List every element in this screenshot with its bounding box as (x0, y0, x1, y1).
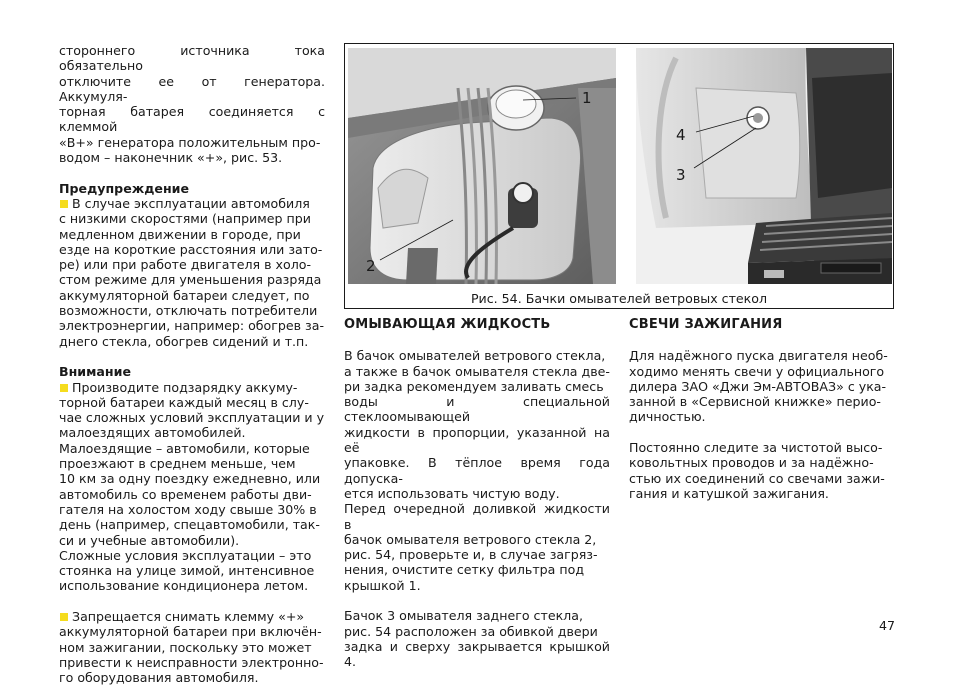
ban-paragraph (59, 609, 325, 685)
text-line: Бачок 3 омывателя заднего стекла, (344, 608, 583, 624)
text-line: задка и сверху закрывается крышкой 4. (344, 638, 610, 670)
text-line: чае сложных условий эксплуатации и у (59, 410, 325, 426)
text-line: проезжают в среднем меньше, чем (59, 456, 296, 472)
text-line: аккумуляторной батареи следует, по (59, 287, 310, 303)
callout-3: 3 (676, 166, 686, 184)
callout-1: 1 (582, 89, 592, 107)
text-line: В бачок омывателей ветрового стекла, (344, 348, 606, 364)
warning-heading: Предупреждение (59, 180, 190, 196)
text-line: с низкими скоростями (например при (59, 211, 311, 227)
text-line: отключите ее от генератора. Аккумуля- (59, 73, 325, 104)
text-line: Постоянно следите за чистотой высо- (629, 440, 883, 456)
attention-heading: Внимание (59, 364, 131, 380)
text-line: дилера ЗАО «Джи Эм-АВТОВАЗ» с ука- (629, 378, 887, 394)
figure-caption: Рис. 54. Бачки омывателей ветровых стекол (470, 291, 768, 306)
text-line: ковольтных проводов и за надёжно- (629, 455, 874, 471)
text-line: стом режиме для уменьшения разряда (59, 272, 322, 288)
text-line: нения, очистите сетку фильтра под (344, 562, 585, 578)
text-line: ри задка рекомендуем заливать смесь (344, 378, 604, 394)
text-line: занной в «Сервисной книжке» перио- (629, 394, 881, 410)
text-line: Для надёжного пуска двигателя необ- (629, 348, 888, 364)
text-line: автомобиль со временем работы дви- (59, 486, 312, 502)
text-line: езде на короткие расстояния или зато- (59, 241, 323, 257)
bullet-square-icon (60, 613, 68, 621)
washer-fluid-paragraph-2 (344, 608, 610, 669)
warning-paragraph (59, 196, 325, 349)
text-line: гания и катушкой зажигания. (629, 485, 829, 501)
text-line: рис. 54, проверьте и, в случае загряз- (344, 547, 598, 563)
rear-door-reservoir-photo (636, 48, 892, 284)
text-line: ется использовать чистую воду. (344, 485, 560, 501)
text-line: стью их соединений со свечами зажи- (629, 470, 885, 486)
text-line: день (например, спецавтомобили, так- (59, 517, 320, 533)
text-line: «В+» генератора положительным про- (59, 134, 321, 150)
text-line: Малоездящие – автомобили, которые (59, 440, 310, 456)
bullet-square-icon (60, 200, 68, 208)
callout-4: 4 (676, 126, 686, 144)
text-line: рис. 54 расположен за обивкой двери (344, 623, 598, 639)
text-line: жидкости в пропорции, указанной на её (344, 424, 610, 456)
text-line: ре) или при работе двигателя в холо- (59, 257, 312, 273)
text-line: торной батареи каждый месяц в слу- (59, 394, 309, 410)
text-line: Перед очередной доливкой жидкости в (344, 501, 610, 532)
text-line: Производите подзарядку аккуму- (72, 379, 298, 395)
text-line: электроэнергии, например: обогрев за- (59, 318, 325, 334)
text-line: медленном движении в городе, при (59, 226, 301, 242)
attention-paragraph (59, 380, 325, 594)
washer-fluid-paragraph-1 (344, 348, 610, 593)
text-line: возможности, отключать потребители (59, 303, 318, 319)
text-line: водом – наконечник «+», рис. 53. (59, 150, 283, 166)
text-line: стороннего источника тока обязательно (59, 43, 325, 74)
right-column (629, 317, 895, 501)
washer-reservoir-photo (348, 48, 616, 284)
text-line: стоянка на улице зимой, интенсивное (59, 563, 315, 579)
text-line: а также в бачок омывателя стекла две- (344, 363, 610, 379)
text-line: привести к неисправности электронно- (59, 654, 324, 670)
text-line: си и учебные автомобили). (59, 532, 240, 548)
text-line: использование кондиционера летом. (59, 578, 309, 594)
text-line: ном зажигании, поскольку это может (59, 639, 312, 655)
text-line: дичностью. (629, 409, 706, 425)
text-line: воды и специальной стеклоомывающей (344, 394, 610, 425)
spark-plugs-heading: СВЕЧИ ЗАЖИГАНИЯ (629, 317, 783, 332)
page-number: 47 (879, 618, 896, 633)
left-column (59, 43, 325, 685)
text-line: Запрещается снимать клемму «+» (72, 608, 305, 624)
text-line: бачок омывателя ветрового стекла 2, (344, 531, 597, 547)
text-line: упаковке. В тёплое время года допуска- (344, 455, 610, 486)
spark-plugs-paragraph-2 (629, 440, 895, 501)
text-line: Сложные условия эксплуатации – это (59, 547, 312, 563)
bullet-square-icon (60, 384, 68, 392)
text-line: го оборудования автомобиля. (59, 670, 259, 685)
text-line: В случае эксплуатации автомобиля (72, 195, 310, 211)
text-line: днего стекла, обогрев сидений и т.п. (59, 333, 309, 349)
text-line: 10 км за одну поездку ежедневно, или (59, 471, 321, 487)
middle-column (344, 317, 610, 670)
spark-plugs-paragraph-1 (629, 348, 895, 424)
text-line: малоездящих автомобилей. (59, 425, 246, 441)
text-line: ходимо менять свечи у официального (629, 363, 885, 379)
text-line: аккумуляторной батареи при включён- (59, 624, 322, 640)
text-line: гателя на холостом ходу свыше 30% в (59, 501, 317, 517)
text-line: торная батарея соединяется с клеммой (59, 104, 325, 135)
intro-paragraph (59, 43, 325, 165)
text-line: крышкой 1. (344, 577, 421, 593)
callout-2: 2 (366, 257, 376, 275)
figure-54 (344, 43, 894, 309)
washer-fluid-heading: ОМЫВАЮЩАЯ ЖИДКОСТЬ (344, 317, 551, 332)
